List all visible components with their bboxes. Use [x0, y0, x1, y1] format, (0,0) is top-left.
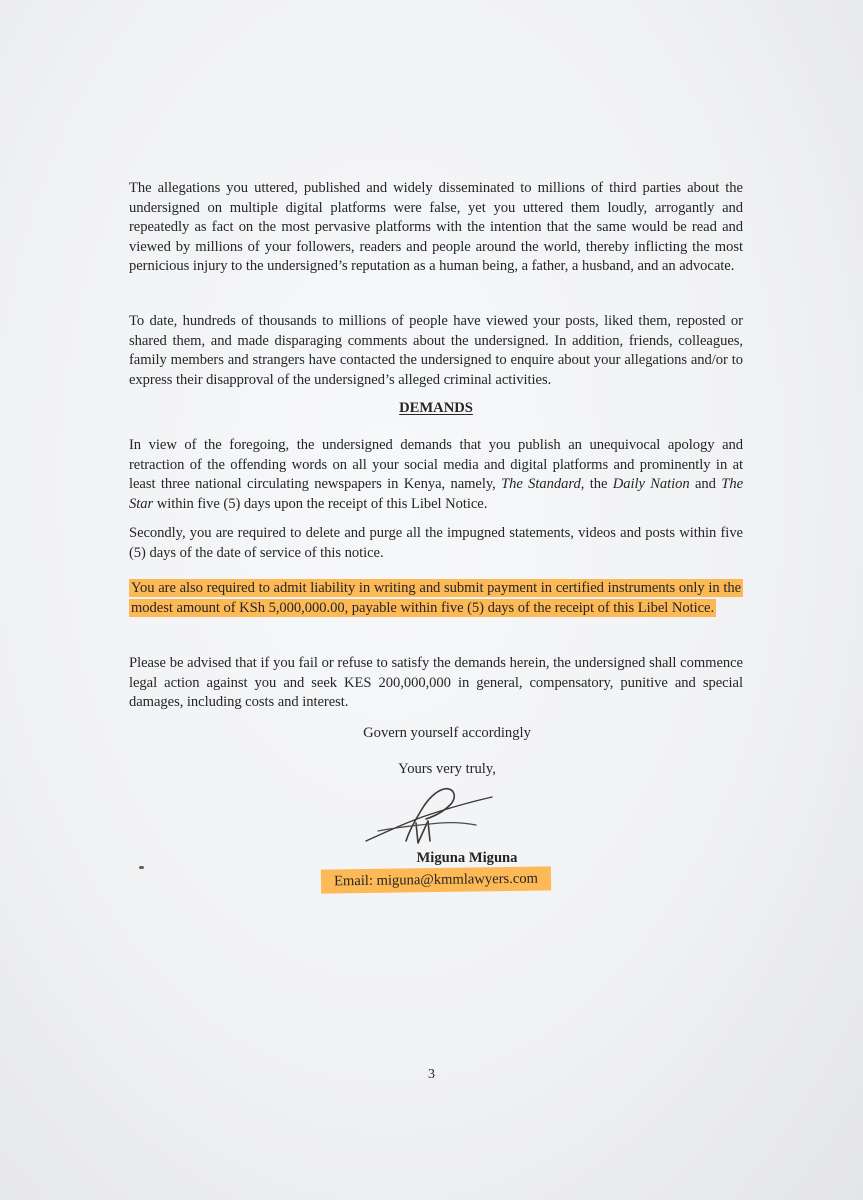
apology-text-a: In view of the foregoing, the undersigned demands that you publish an unequivocal apology and retraction of the offending words on all your social media and digital platforms and prominently in at least three national circulating newspapers in Kenya, namely, — [129, 437, 743, 492]
paragraph-delete-demand: Secondly, you are required to delete and purge all the impugned statements, videos and posts within five (5) days of the date of service of this notice. — [129, 525, 743, 561]
paragraph-payment-demand — [129, 579, 743, 618]
apology-text-c: and — [689, 476, 722, 492]
handwritten-signature — [358, 783, 498, 853]
paragraph-apology-demand — [129, 436, 743, 514]
apology-text-d: within five (5) days upon the receipt of this Libel Notice. — [153, 495, 488, 512]
paragraph-allegations: The allegations you uttered, published and widely disseminated to millions of third parties about the undersigned on multiple digital platforms were false, yet you uttered them loudly, arrogantly and repeatedly as fact on the most pervasive platforms with the intention that the same would be read and viewed by millions of your followers, readers and people around the world, thereby inflicting the most pernicious injury to the undersigned’s reputation as a human being, a father, a husband, and an advocate. — [129, 180, 743, 274]
apology-text-b: , the — [580, 476, 613, 492]
paragraph-legal-action: Please be advised that if you fail or refuse to satisfy the demands herein, the undersigned shall commence legal action against you and seek KES 200,000,000 in general, compensatory, punitive and special damages, including costs and interest. — [129, 655, 743, 710]
highlighted-email: Email: miguna@kmmlawyers.com — [321, 866, 551, 893]
signer-name: Miguna Miguna — [416, 850, 518, 866]
closing-line: Yours very truly, — [398, 761, 496, 777]
highlighted-payment-text: You are also required to admit liability in writing and submit payment in certified instruments only in the modest amount of KSh 5,000,000.00, payable within five (5) days of the receipt of this Libel Notice. — [131, 580, 741, 616]
newspaper-daily-nation: Daily Nation — [612, 476, 690, 492]
govern-line: Govern yourself accordingly — [363, 725, 531, 741]
newspaper-star: The Star — [129, 476, 744, 512]
ink-speck — [139, 866, 144, 869]
newspaper-standard: The Standard — [501, 476, 581, 492]
paragraph-impact: To date, hundreds of thousands to millions of people have viewed your posts, liked them, reposted or shared them, and made disparaging comments about the undersigned. In addition, friends, colleagues, family members and strangers have contacted the undersigned to enquire about your allegations and/or to express their disapproval of the undersigned’s alleged criminal activities. — [129, 313, 743, 388]
demands-heading: DEMANDS — [399, 400, 473, 416]
page-number: 3 — [428, 1067, 435, 1082]
